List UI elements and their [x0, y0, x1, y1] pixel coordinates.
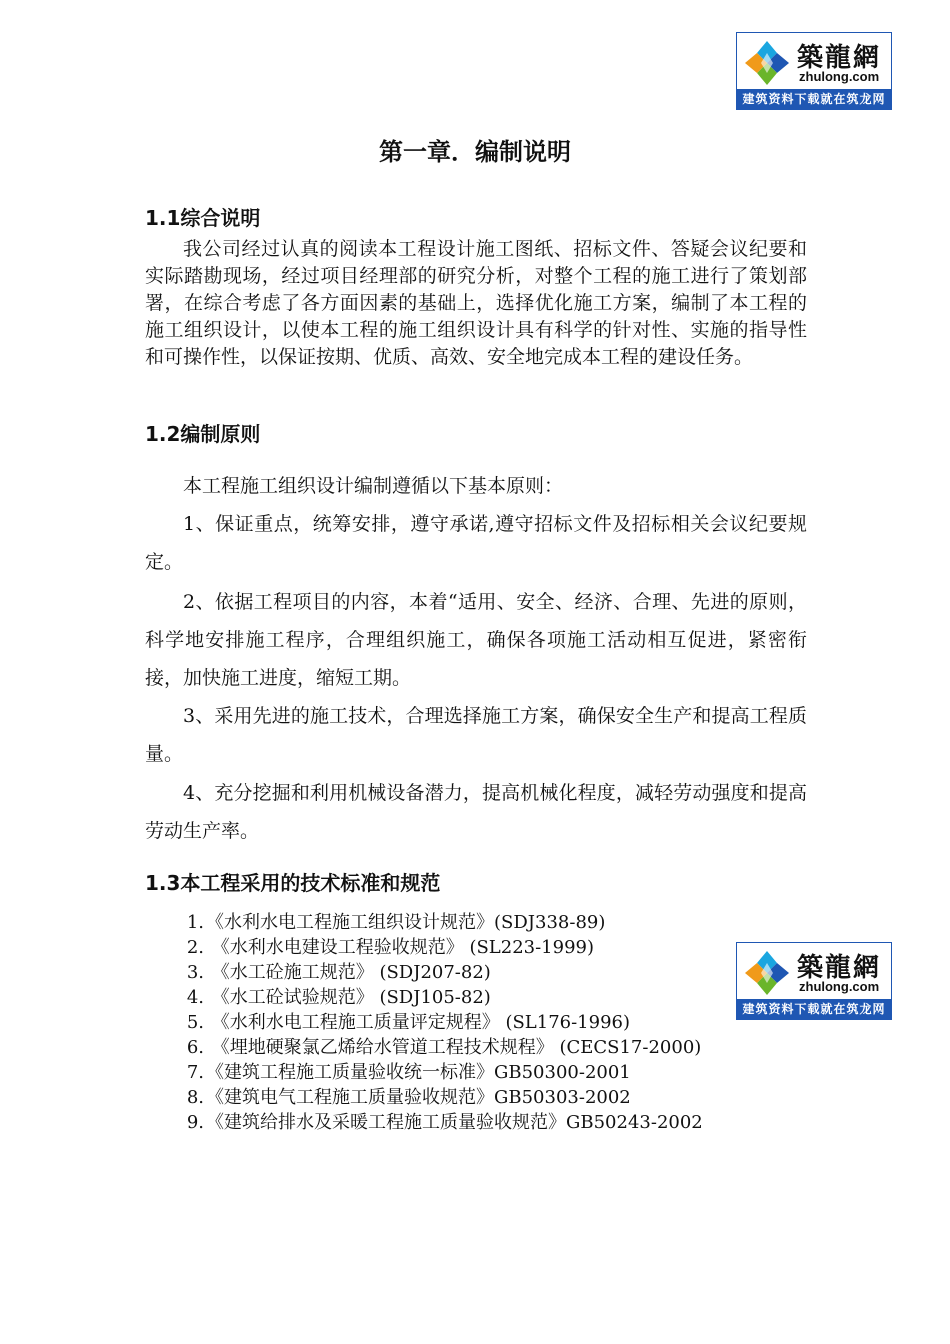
- logo-slogan: 建筑资料下载就在筑龙网: [737, 999, 891, 1019]
- principle-item-4: 4、充分挖掘和利用机械设备潜力，提高机械化程度，减轻劳动强度和提高劳动生产率。: [145, 782, 807, 842]
- standard-item: 2. 《水利水电建设工程验收规范》 (SL223-1999): [186, 937, 595, 958]
- principle-item-1: 1、保证重点，统筹安排，遵守承诺,遵守招标文件及招标相关会议纪要规定。: [145, 513, 807, 573]
- chapter-title: 第一章．编制说明: [379, 138, 571, 166]
- section-1-2-intro: 本工程施工组织设计编制遵循以下基本原则：: [183, 475, 564, 497]
- section-heading-1-3: 1.3本工程采用的技术标准和规范: [145, 871, 441, 895]
- principle-item-2: 2、依据工程项目的内容，本着“适用、安全、经济、合理、先进的原则，科学地安排施工程序，合理组织施工，确保各项施工活动相互促进，紧密衔接，加快施工进度，缩短工期。: [145, 591, 807, 689]
- zhulong-logo: [736, 32, 892, 110]
- logo-name: 築龍網: [797, 43, 882, 73]
- section-heading-1-2: 1.2编制原则: [145, 422, 261, 446]
- zhulong-diamond-icon: [743, 39, 791, 87]
- logo-slogan: 建筑资料下载就在筑龙网: [737, 89, 891, 109]
- logo-name: 築龍網: [797, 953, 882, 983]
- section-heading-1-1: 1.1综合说明: [145, 206, 261, 230]
- standard-item: 3. 《水工砼施工规范》 (SDJ207-82): [186, 962, 491, 983]
- standard-item: 9. 《建筑给排水及采暖工程施工质量验收规范》GB50243-2002: [186, 1112, 703, 1133]
- standard-item: 5. 《水利水电工程施工质量评定规程》 (SL176-1996): [186, 1012, 631, 1033]
- standards-list: [178, 910, 703, 1135]
- zhulong-diamond-icon: [743, 949, 791, 997]
- standard-item: 8. 《建筑电气工程施工质量验收规范》GB50303-2002: [186, 1087, 631, 1108]
- logo-url: zhulong.com: [799, 979, 880, 994]
- logo-url: zhulong.com: [799, 69, 880, 84]
- standard-item: 6. 《埋地硬聚氯乙烯给水管道工程技术规程》 (CECS17-2000): [186, 1037, 702, 1058]
- standard-item: 7. 《建筑工程施工质量验收统一标准》GB50300-2001: [186, 1062, 631, 1083]
- principle-item-3: 3、采用先进的施工技术，合理选择施工方案，确保安全生产和提高工程质量。: [145, 705, 807, 765]
- section-1-1-paragraph: 我公司经过认真的阅读本工程设计施工图纸、招标文件、答疑会议纪要和实际踏勘现场，经过项目经理部的研究分析，对整个工程的施工进行了策划部署，在综合考虑了各方面因素的基础上，选择优化施工方案，编制了本工程的施工组织设计，以使本工程的施工组织设计具有科学的针对性、实施的指导性和可操作性，以保证按期、优质、高效、安全地完成本工程的建设任务。: [145, 238, 807, 368]
- zhulong-logo-watermark: [736, 942, 892, 1020]
- standard-item: 1. 《水利水电工程施工组织设计规范》(SDJ338-89): [186, 912, 606, 933]
- standard-item: 4. 《水工砼试验规范》 (SDJ105-82): [186, 987, 491, 1008]
